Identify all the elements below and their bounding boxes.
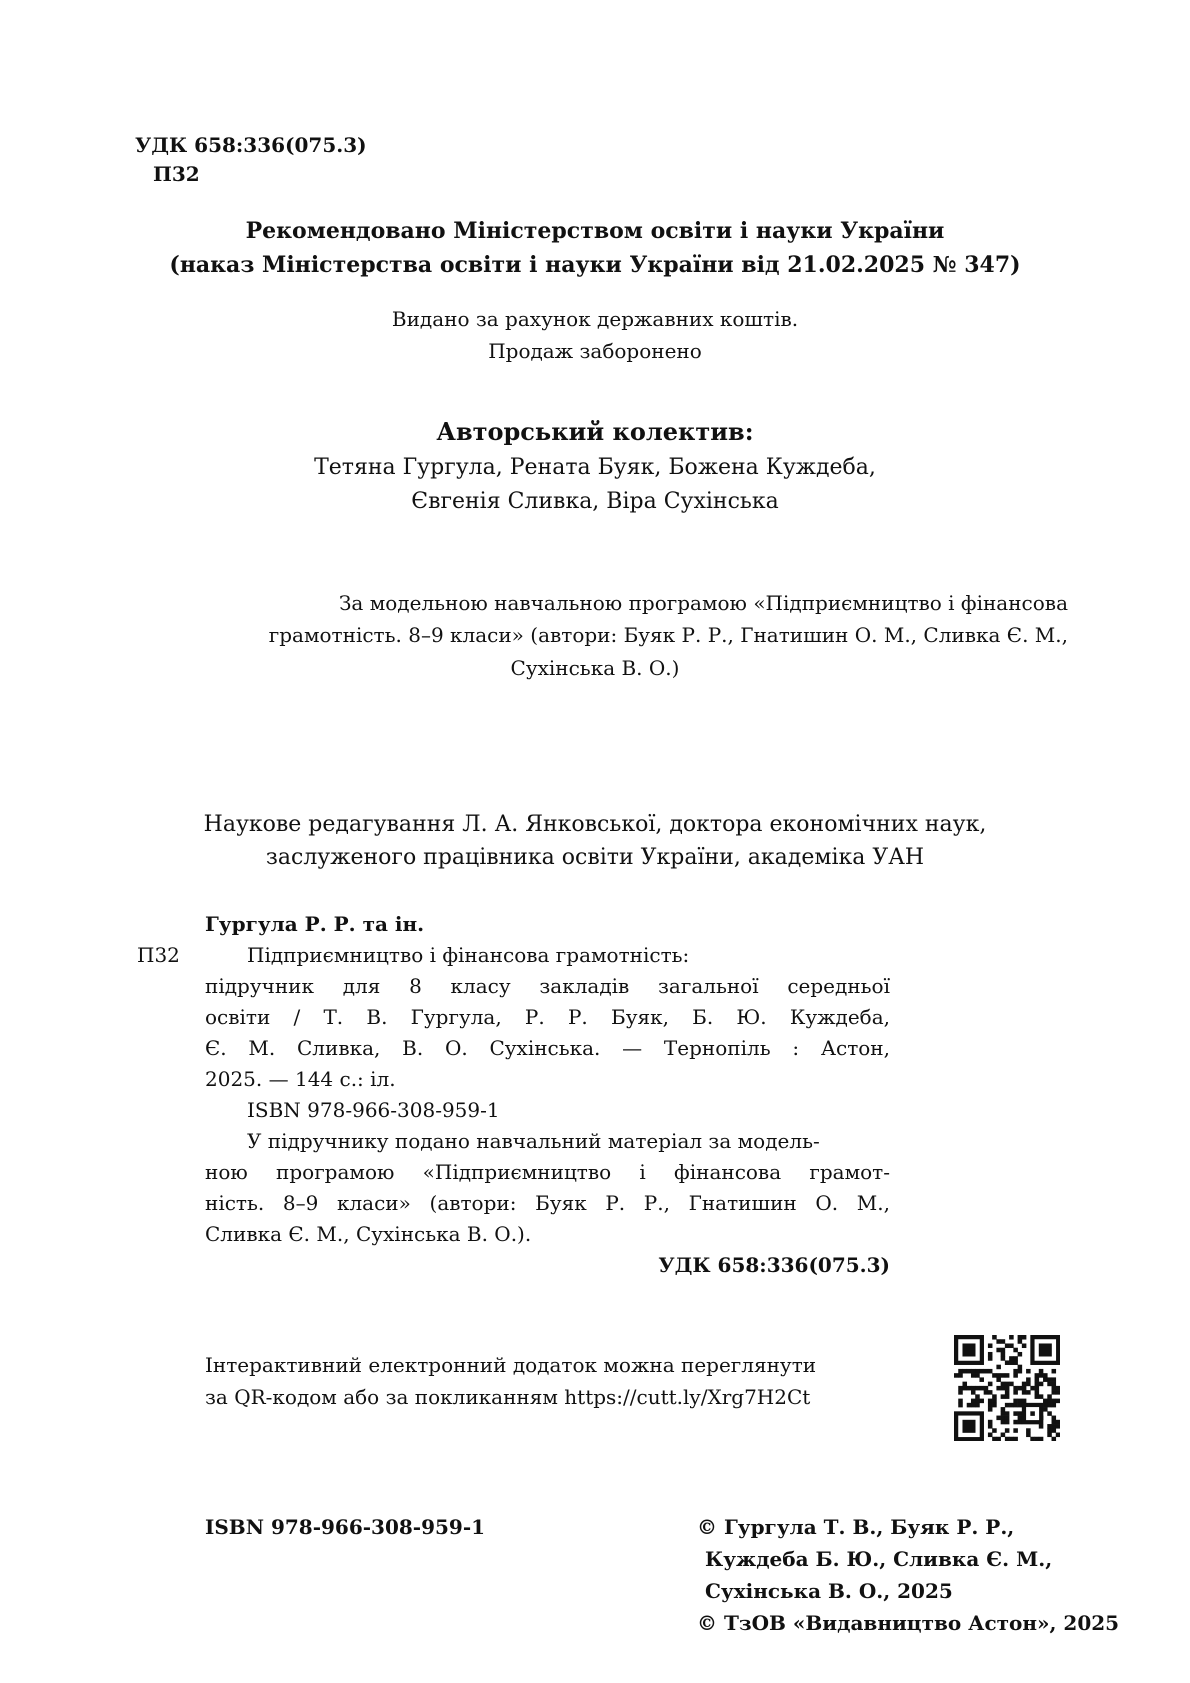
catalog-udk: УДК 658:336(075.3) [658, 1253, 890, 1277]
authors-line-1: Тетяна Гургула, Рената Буяк, Божена Куждеба, [314, 455, 876, 480]
catalog-annotation-line: ною програмою «Підприємництво і фінансова грамот- [205, 1160, 890, 1184]
funding-line-2: Продаж заборонено [488, 339, 702, 363]
catalog-annotation-line: Сливка Є. М., Сухінська В. О.). [205, 1222, 532, 1246]
copyright-line: Сухінська В. О., 2025 [705, 1579, 953, 1603]
interactive-link-line[interactable]: за QR-кодом або за покликанням https://cutt.ly/Xrg7H2Ct [205, 1385, 811, 1409]
authors-line-2: Євгенія Сливка, Віра Сухінська [411, 489, 779, 514]
funding-line-1: Видано за рахунок державних коштів. [391, 307, 799, 331]
recommendation-line-2: (наказ Міністерства освіти і науки України від 21.02.2025 № 347) [169, 252, 1021, 278]
catalog-description-line: 2025. — 144 с.: іл. [205, 1067, 396, 1091]
copyright-line: Куждеба Б. Ю., Сливка Є. М., [705, 1547, 1053, 1571]
copyright-line: © Гургула Т. В., Буяк Р. Р., [697, 1515, 1015, 1539]
editing-line-1: Наукове редагування Л. А. Янковської, доктора економічних наук, [203, 812, 987, 837]
qr-code-icon[interactable] [954, 1335, 1060, 1441]
catalog-description-line: освіти / Т. В. Гургула, Р. Р. Буяк, Б. Ю. Куждеба, [205, 1005, 890, 1029]
catalog-description-line: Є. М. Сливка, В. О. Сухінська. — Тернопіль : Астон, [205, 1036, 890, 1060]
udk-code-top: УДК 658:336(075.3) [135, 133, 367, 157]
catalog-code-top: П32 [153, 162, 200, 186]
catalog-isbn: ISBN 978-966-308-959-1 [247, 1098, 500, 1122]
catalog-description-line: підручник для 8 класу закладів загальної середньої [205, 974, 890, 998]
interactive-line-1: Інтерактивний електронний додаток можна переглянути [205, 1353, 817, 1377]
copyright-line: © ТзОВ «Видавництво Астон», 2025 [697, 1611, 1120, 1635]
editing-line-2: заслуженого працівника освіти України, академіка УАН [265, 845, 925, 870]
program-line-1: За модельною навчальною програмою «Підприємництво і фінансова [338, 591, 1068, 615]
catalog-title-line: Підприємництво і фінансова грамотність: [247, 943, 690, 967]
catalog-author: Гургула Р. Р. та ін. [205, 912, 425, 936]
authors-heading: Авторський колектив: [436, 417, 754, 446]
recommendation-line-1: Рекомендовано Міністерством освіти і науки України [245, 218, 945, 244]
program-line-2: грамотність. 8–9 класи» (автори: Буяк Р. Р., Гнатишин О. М., Сливка Є. М., [268, 623, 1068, 647]
catalog-code: П32 [137, 943, 180, 967]
catalog-annotation-line: ність. 8–9 класи» (автори: Буяк Р. Р., Гнатишин О. М., [205, 1191, 890, 1215]
footer-isbn: ISBN 978-966-308-959-1 [205, 1515, 486, 1539]
catalog-annotation-line: У підручнику подано навчальний матеріал за модель- [247, 1129, 820, 1153]
program-line-3: Сухінська В. О.) [510, 656, 680, 680]
